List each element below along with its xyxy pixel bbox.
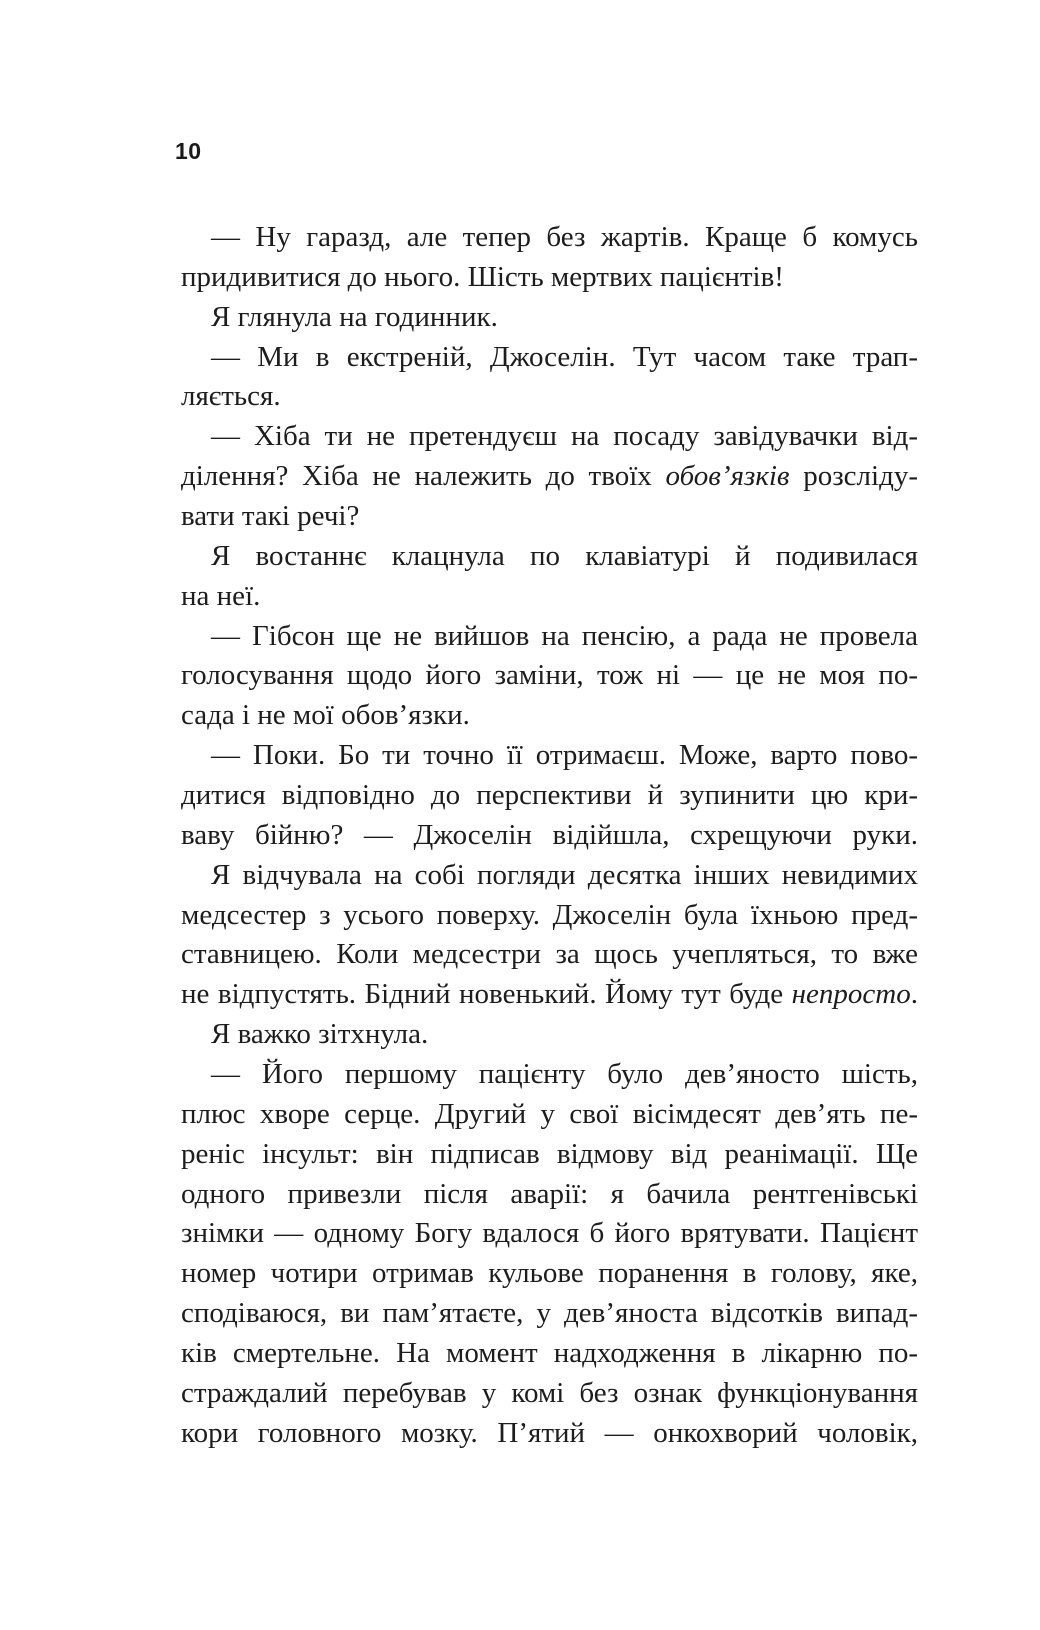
text-segment: ділення? Хіба не належить до твоїх <box>181 460 666 493</box>
text-line <box>181 816 918 856</box>
text-line <box>181 497 918 537</box>
text-segment: сада і не мої обов’язки. <box>181 699 470 732</box>
text-segment: плюс хворе серце. Другий у свої вісімдесят дев’ять пе- <box>181 1097 918 1130</box>
text-segment: ляється. <box>181 380 281 413</box>
text-segment: знімки — одному Богу вдалося б його врятувати. Пацієнт <box>181 1217 918 1250</box>
text-line <box>181 656 918 696</box>
text-line <box>181 1334 918 1374</box>
text-segment: реніс інсульт: він підписав відмову від реанімації. Ще <box>181 1137 918 1170</box>
text-line <box>181 1175 918 1215</box>
text-line <box>181 1254 918 1294</box>
text-segment: медсестер з усього поверху. Джоселін була їхньою пред- <box>181 898 918 931</box>
text-segment: одного привезли після аварії: я бачила рентгенівські <box>181 1177 918 1210</box>
text-line <box>181 218 918 258</box>
text-line <box>181 856 918 896</box>
text-segment: — Гібсон ще не вийшов на пенсію, а рада не провела <box>211 619 918 652</box>
text-line <box>181 896 918 936</box>
text-segment: — Ну гаразд, але тепер без жартів. Краще б комусь <box>211 221 918 253</box>
text-segment: кори головного мозку. П’ятий — онкохворий чоловік, <box>181 1416 918 1449</box>
text-segment: сподіваюся, ви пам’ятаєте, у дев’яноста відсотків випад- <box>181 1297 918 1330</box>
text-segment: ставницею. Коли медсестри за щось учепляться, то вже <box>181 938 918 971</box>
text-line <box>181 377 918 417</box>
text-line <box>181 617 918 657</box>
text-line <box>181 975 918 1015</box>
text-line <box>181 258 918 298</box>
text-segment: ваву бійню? — Джоселін відійшла, схрещуючи руки. <box>181 818 918 851</box>
text-segment: не відпустять. Бідний новенький. Йому тут буде <box>181 978 792 1011</box>
text-segment: Я відчувала на собі погляди десятка інших невидимих <box>211 858 918 891</box>
text-line <box>181 298 918 338</box>
page-number: 10 <box>175 138 202 164</box>
text-line <box>181 537 918 577</box>
text-line <box>181 1294 918 1334</box>
text-line <box>181 1055 918 1095</box>
text-line <box>181 935 918 975</box>
text-line <box>181 1015 918 1055</box>
emphasized-text: непросто <box>791 978 911 1011</box>
text-line <box>181 696 918 736</box>
text-segment: — Поки. Бо ти точно її отримаєш. Може, варто пово- <box>211 739 918 772</box>
text-line <box>181 1135 918 1175</box>
text-segment: ків смертельне. На момент надходження в лікарню по- <box>181 1337 918 1370</box>
text-segment: . <box>910 978 918 1011</box>
text-segment: на неї. <box>181 579 261 612</box>
text-segment: голосування щодо його заміни, тож ні — це не моя по- <box>181 659 918 692</box>
text-segment: Я глянула на годинник. <box>211 300 498 333</box>
text-line <box>181 338 918 378</box>
text-segment: вати такі речі? <box>181 500 360 533</box>
text-line <box>181 776 918 816</box>
text-segment: розсліду- <box>789 460 918 493</box>
text-segment: номер чотири отримав кульове поранення в голову, яке, <box>181 1257 918 1290</box>
text-segment: придивитися до нього. Шість мертвих пацієнтів! <box>181 260 784 293</box>
text-line <box>181 1414 918 1454</box>
text-segment: — Його першому пацієнту було дев’яносто шість, <box>211 1058 918 1091</box>
text-segment: страждалий перебував у комі без ознак функціонування <box>181 1376 918 1409</box>
text-segment: — Ми в екстреній, Джоселін. Тут часом таке трап- <box>211 340 918 373</box>
text-line <box>181 457 918 497</box>
text-line <box>181 417 918 457</box>
emphasized-text: обов’язків <box>665 460 790 493</box>
text-line <box>181 577 918 617</box>
text-segment: — Хіба ти не претендуєш на посаду завідувачки від- <box>211 420 918 453</box>
text-segment: Я востаннє клацнула по клавіатурі й подивилася <box>211 539 918 572</box>
text-line <box>181 1214 918 1254</box>
text-segment: дитися відповідно до перспективи й зупинити цю кри- <box>181 779 918 812</box>
text-line <box>181 1095 918 1135</box>
text-line <box>181 1374 918 1414</box>
body-text <box>181 218 918 1454</box>
text-line <box>181 736 918 776</box>
text-segment: Я важко зітхнула. <box>211 1018 429 1051</box>
